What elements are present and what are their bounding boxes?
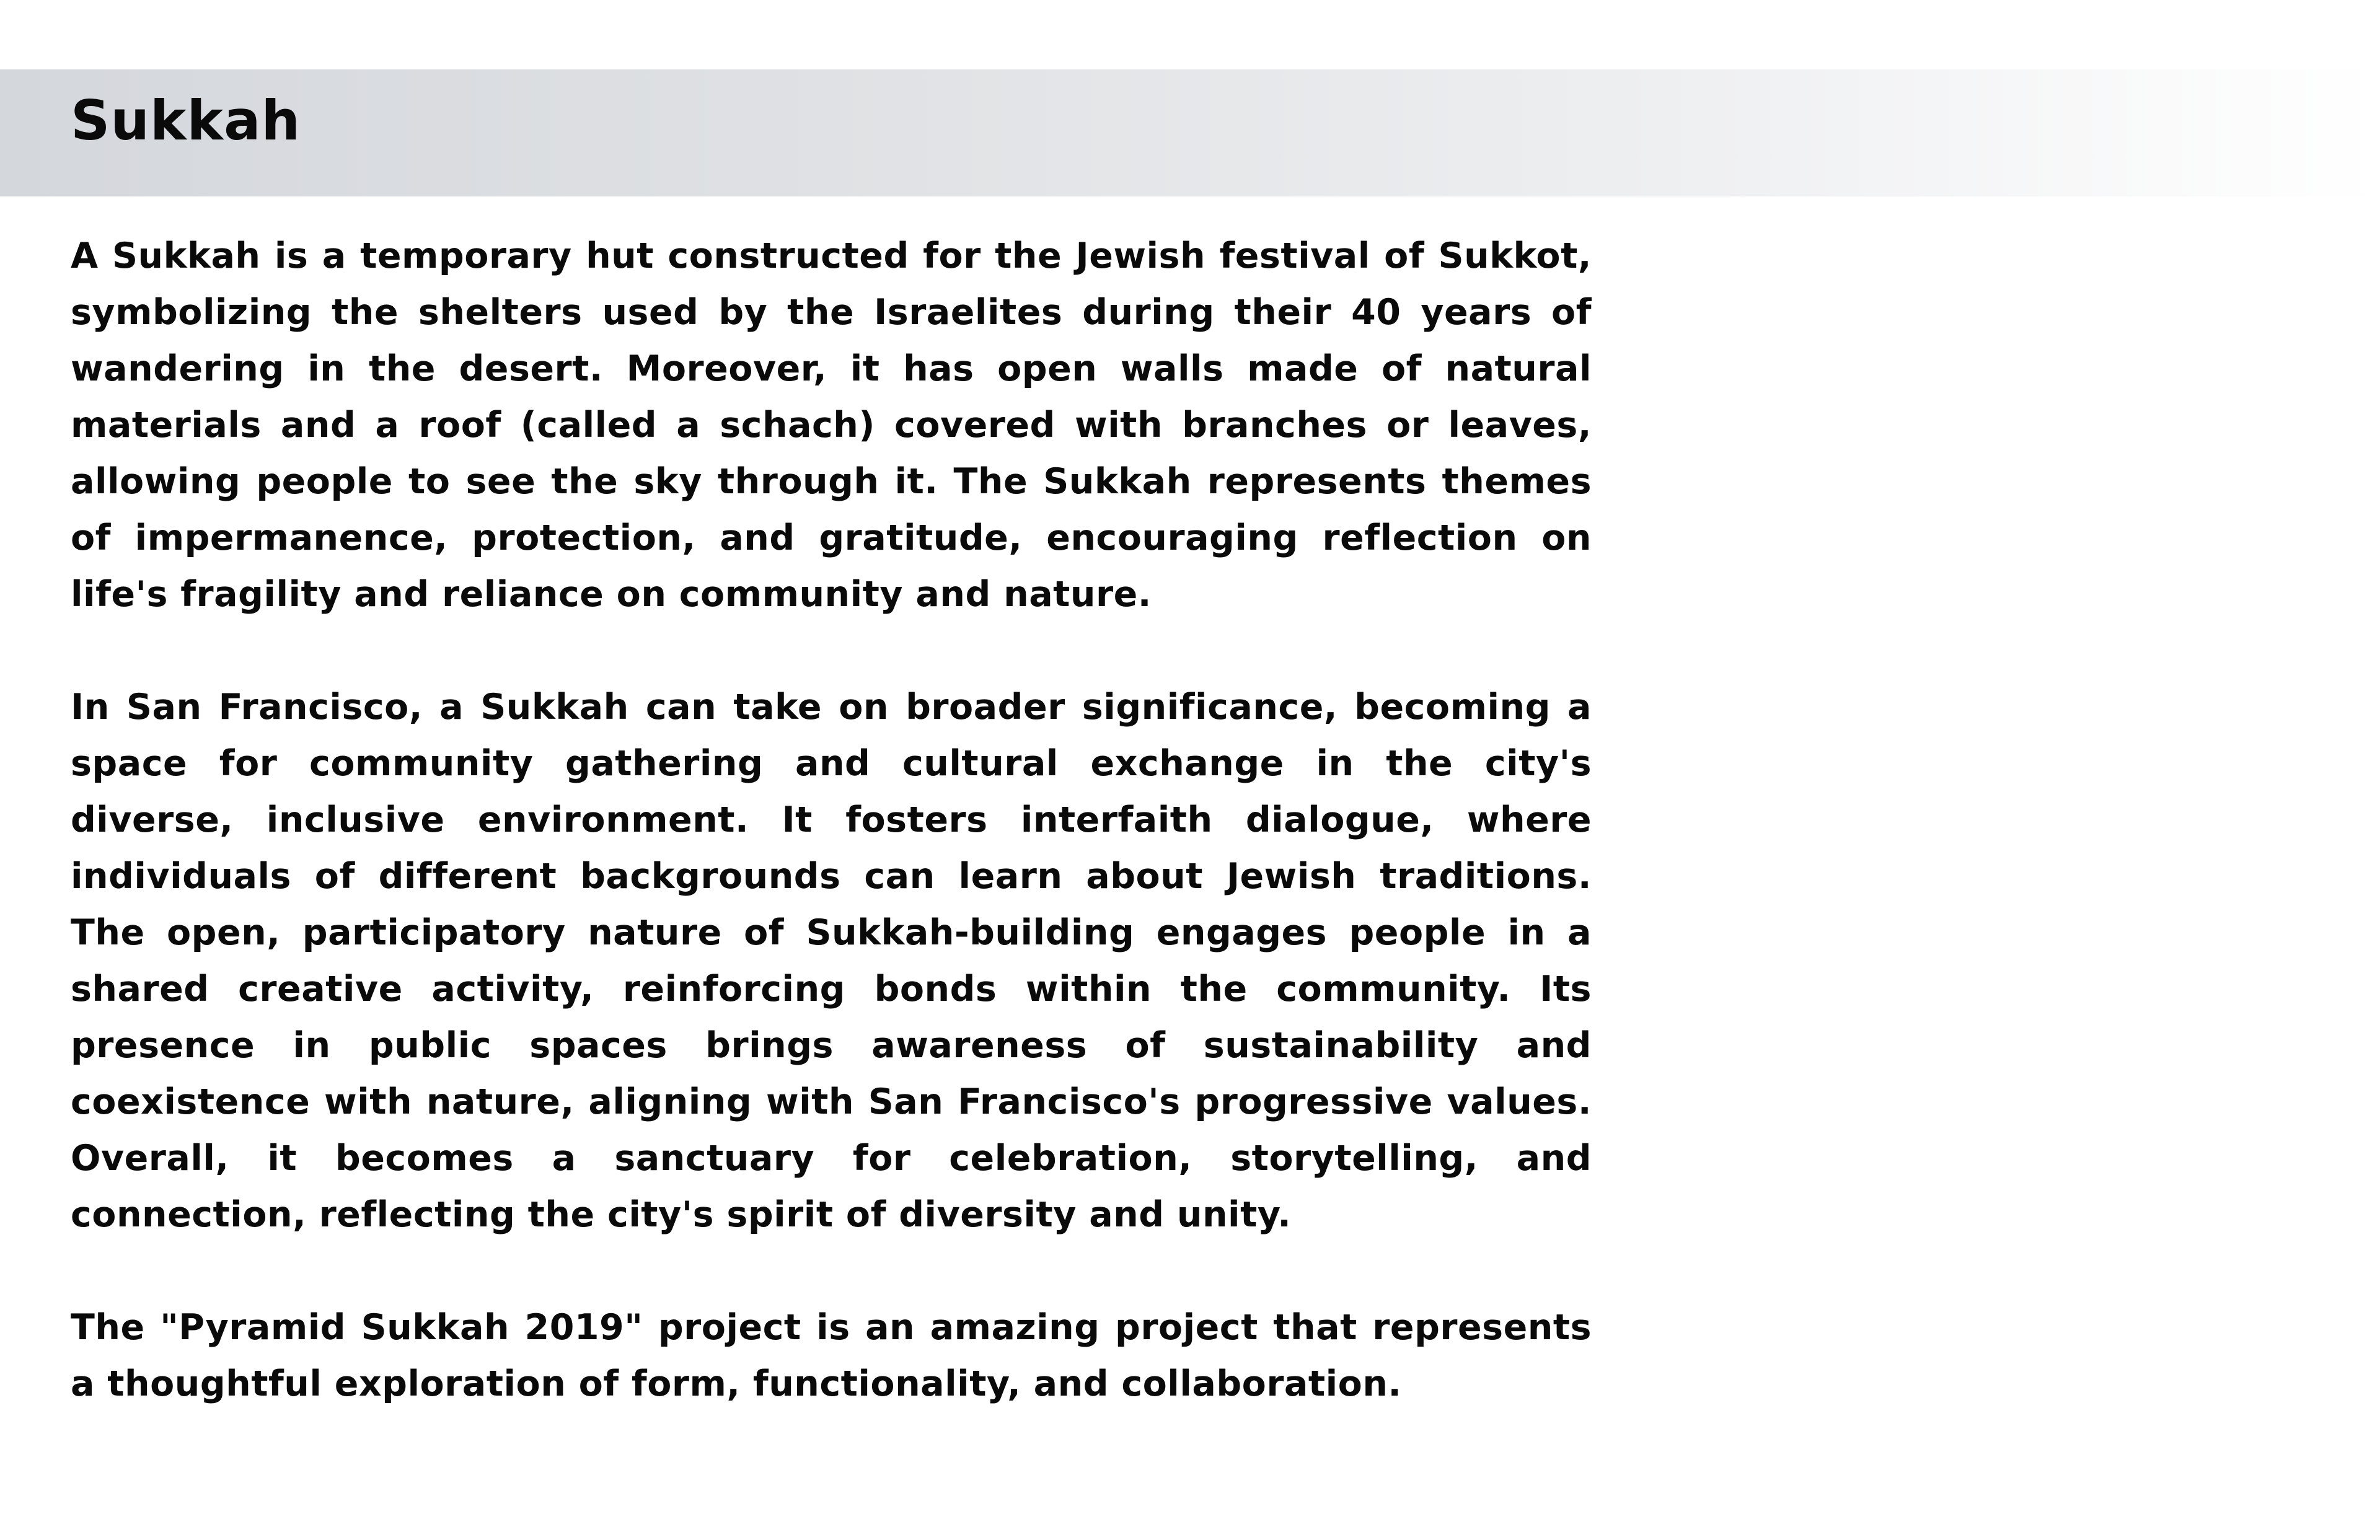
paragraph-project-suffix: project is an amazing project that represents a thoughtful exploration of form, functionality, and collaboration. xyxy=(71,1307,1592,1404)
page-title: Sukkah xyxy=(71,89,301,152)
document-body xyxy=(71,228,1592,1412)
paragraph-project xyxy=(71,1300,1592,1412)
project-name: "Pyramid Sukkah 2019" xyxy=(160,1307,643,1348)
paragraph-san-francisco: In San Francisco, a Sukkah can take on broader significance, becoming a space for community gathering and cultural exchange in the city's diverse, inclusive environment. It fosters interfaith dialogue, where individuals of different backgrounds can learn about Jewish traditions. The open, participatory nature of Sukkah-building engages people in a shared creative activity, reinforcing bonds within the community. Its presence in public spaces brings awareness of sustainability and coexistence with nature, aligning with San Francisco's progressive values. Overall, it becomes a sanctuary for celebration, storytelling, and connection, reflecting the city's spirit of diversity and unity. xyxy=(71,687,1592,1235)
paragraph-project-prefix: The xyxy=(71,1307,161,1348)
title-banner xyxy=(0,69,2380,196)
paragraph-sukkah-definition: A Sukkah is a temporary hut constructed for the Jewish festival of Sukkot, symbolizing the shelters used by the Israelites during their 40 years of wandering in the desert. Moreover, it has open walls made of natural materials and a roof (called a schach) covered with branches or leaves, allowing people to see the sky through it. The Sukkah represents themes of impermanence, protection, and gratitude, encouraging reflection on life's fragility and reliance on community and nature. xyxy=(71,235,1592,615)
